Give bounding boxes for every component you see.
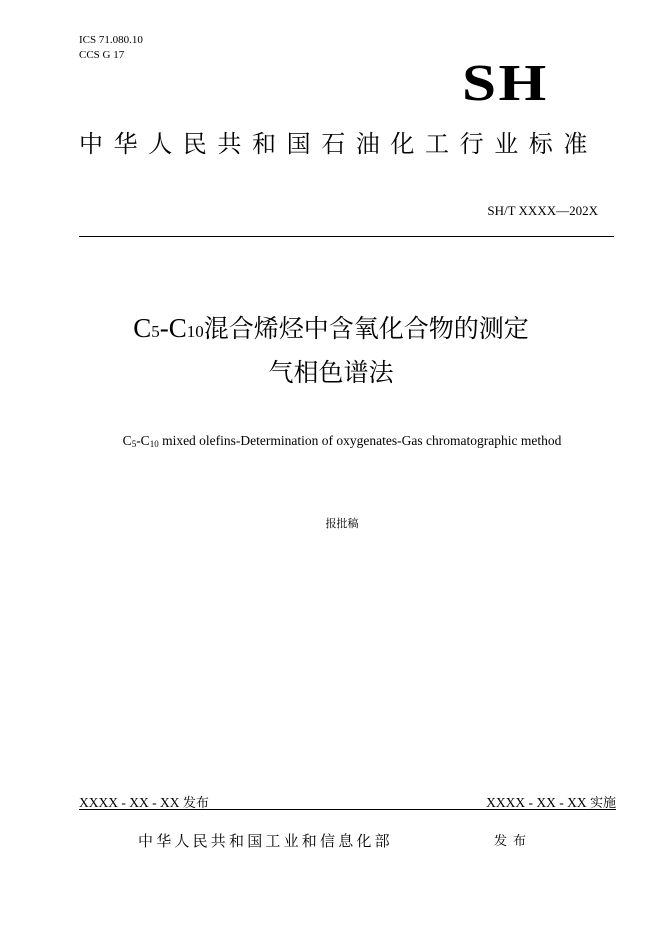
standard-code: SH/T XXXX—202X [487, 203, 598, 218]
standard-category-title: 中华人民共和国石油化工行业标准 [79, 130, 598, 158]
title-en [0, 431, 662, 451]
ics-code: ICS 71.080.10 [79, 34, 143, 46]
sh-logo: SH [462, 55, 549, 112]
title-c5-sub: 5 [151, 322, 160, 341]
implement-word: 实施 [589, 796, 616, 811]
title-cn-line1 [0, 310, 662, 350]
issue-word: 发布 [494, 834, 533, 849]
title-en-c10-c: -C [136, 433, 150, 448]
ccs-code: CCS G 17 [79, 49, 125, 61]
issuing-authority: 中华人民共和国工业和信息化部 [138, 832, 393, 850]
title-en-c5-c: C [122, 433, 132, 448]
title-cn-text: 混合烯烃中含氧化合物的测定 [203, 314, 529, 343]
title-c5-c: C [133, 313, 152, 343]
draft-stage: 报批稿 [325, 517, 359, 530]
publish-word: 发布 [182, 796, 209, 811]
title-c10-c: -C [159, 313, 187, 343]
top-divider [79, 236, 614, 237]
title-en-c5-sub: 5 [131, 439, 137, 449]
publish-date-value: XXXX - XX - XX [79, 795, 183, 810]
implement-date-value: XXXX - XX - XX [486, 795, 590, 810]
title-en-c10-sub: 10 [149, 439, 159, 449]
title-en-text: mixed olefins-Determination of oxygenates-Gas chromatographic method [158, 433, 562, 448]
title-cn-line2: 气相色谱法 [268, 358, 394, 387]
title-c10-sub: 10 [186, 322, 204, 341]
bottom-divider [79, 809, 616, 810]
classification-codes [79, 33, 143, 63]
